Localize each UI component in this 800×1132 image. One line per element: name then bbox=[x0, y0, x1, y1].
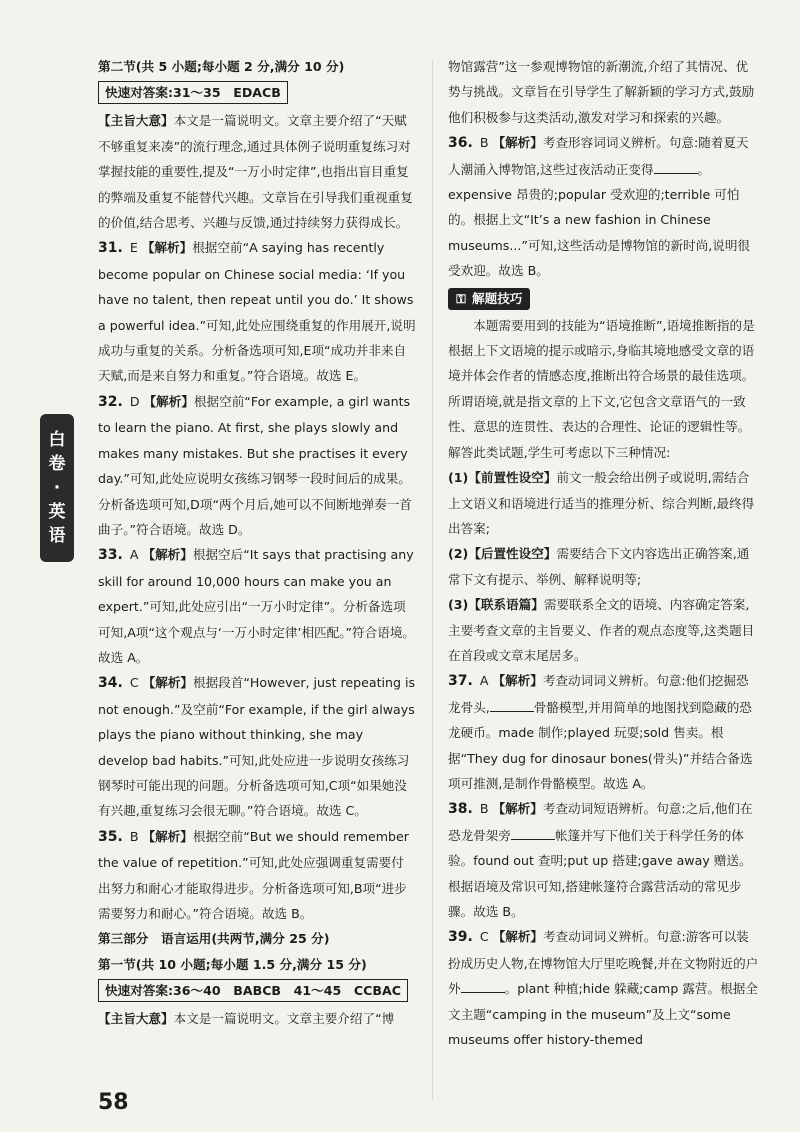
item-number: 33. bbox=[98, 547, 123, 564]
answer-blank bbox=[490, 697, 534, 712]
item-number: 38. bbox=[448, 801, 473, 818]
item-tag: 【解析】 bbox=[492, 929, 544, 945]
item-number: 34. bbox=[98, 675, 123, 692]
item-explanation: 骨骼模型,并用简单的地图找到隐藏的恐龙硬币。made 制作;played 玩耍;sold 售卖。根据“They dug for dinosaur bones(骨头)”并结合备选项可推测,是制作骨骼模型。故选 A。 bbox=[448, 699, 753, 791]
item-tag: 【解析】 bbox=[492, 801, 543, 817]
item-answer: C bbox=[129, 675, 139, 691]
answer-item bbox=[448, 130, 760, 283]
item-explanation: 考查动词词义辨析。句意:游客可以装扮成历史人物,在博物馆大厅里吃晚餐,并在文物附近的户外 bbox=[448, 929, 759, 997]
item-explanation: 。plant 种植;hide 躲藏;camp 露营。根据全文主题“camping in the museum”及上文“some museums offer history-themed bbox=[448, 981, 758, 1048]
tip-title: 解题技巧 bbox=[472, 290, 523, 306]
item-tag: 【解析】 bbox=[143, 393, 194, 409]
tip-point bbox=[448, 465, 760, 541]
tip-body: 本题需要用到的技能为“语境推断”,语境推断指的是根据上下文语境的提示或暗示,身临其境地感受文章的语境并体会作者的情感态度,推断出符合场景的最佳选项。所谓语境,就是指文章的上下文,它包含文章语气的一致性、意思的连贯性、表达的合理性、论证的逻辑性等。解答此类试题,学生可考虑以下三种情况: bbox=[448, 317, 755, 460]
item-answer: A bbox=[479, 673, 489, 689]
answer-item bbox=[448, 668, 760, 796]
side-tab-char: 英 bbox=[48, 502, 66, 522]
item-explanation: 根据空前“For example, a girl wants to learn the piano. At first, she plays slowly and makes many mistakes. But she practises it every day.”可知,此处应说明女孩练习钢琴一段时间后的成果。分析备选项可知,D项“两个月后,她可以不间断地弹奏一首曲子。”符合语境。故选 D。 bbox=[98, 393, 412, 537]
page-number: 58 bbox=[98, 1090, 129, 1115]
answer-item bbox=[98, 542, 416, 670]
item-explanation: 考查动词词义辨析。句意:他们挖掘恐龙骨头, bbox=[448, 673, 749, 715]
item-number: 31. bbox=[98, 240, 123, 257]
item-answer: B bbox=[479, 801, 489, 817]
item-explanation: 根据段首“However, just repeating is not enough.”及空前“For example, if the girl always plays the piano without thinking, she may develop bad habits.”可知,此处应进一步说明女孩练习钢琴时可能出现的问题。分析备选项可知,C项“如果她没有兴趣,重复练习会很无聊。”符合语境。故选 C。 bbox=[98, 675, 416, 819]
item-number: 37. bbox=[448, 673, 473, 690]
summary-paragraph bbox=[98, 108, 416, 235]
tip-point-label: (1)【前置性设空】 bbox=[448, 470, 557, 486]
tip-point-label: (3)【联系语篇】 bbox=[448, 597, 544, 613]
continued-summary: 物馆露营”这一参观博物馆的新潮流,介绍了其情况、优势与挑战。文章旨在引导学生了解新颖的学习方式,鼓励他们积极参与这类活动,激发对学习和探索的兴趣。 bbox=[448, 59, 755, 125]
tip-point bbox=[448, 541, 760, 592]
quick-answer-box: 快速对答案:31～35 EDACB bbox=[98, 81, 288, 104]
item-number: 32. bbox=[98, 393, 123, 410]
item-answer: C bbox=[479, 929, 489, 945]
tip-point-text: 前文一般会给出例子或说明,需结合上文语义和语境进行适当的推理分析、综合判断,最终得出答案; bbox=[448, 470, 755, 536]
item-tag: 【解析】 bbox=[492, 135, 543, 151]
item-number: 36. bbox=[448, 135, 473, 152]
item-answer: A bbox=[129, 547, 139, 563]
tip-title-badge bbox=[448, 288, 530, 310]
item-tag: 【解析】 bbox=[492, 673, 543, 689]
item-tag: 【解析】 bbox=[141, 240, 193, 256]
answer-item bbox=[98, 824, 416, 927]
item-explanation: 根据空前“But we should remember the value of repetition.”可知,此处应强调重复需要付出努力和耐心才能取得进步。分析备选项可知,B项“进步需要努力和耐心。”符合语境。故选 B。 bbox=[98, 828, 409, 921]
answer-blank bbox=[654, 159, 698, 174]
item-tag: 【解析】 bbox=[142, 547, 193, 563]
side-tab-char: · bbox=[53, 478, 61, 498]
summary-tag: 【主旨大意】 bbox=[98, 1011, 174, 1027]
right-column bbox=[448, 54, 760, 1052]
item-explanation: 。expensive 昂贵的;popular 受欢迎的;terrible 可怕的。根据上文“It’s a new fashion in Chinese museums...”可知,这些活动是博物馆的新时尚,说明很受欢迎。故选 B。 bbox=[448, 161, 751, 279]
item-answer: B bbox=[479, 135, 489, 151]
side-tab-char: 卷 bbox=[48, 454, 66, 474]
item-answer: B bbox=[129, 828, 139, 844]
item-number: 39. bbox=[448, 929, 473, 946]
answer-blank bbox=[511, 825, 555, 840]
item-explanation: 考查形容词词义辨析。句意:随着夏天人潮涌入博物馆,这些过夜活动正变得 bbox=[448, 135, 749, 177]
summary-paragraph bbox=[98, 1006, 416, 1031]
answer-item bbox=[98, 235, 416, 388]
tip-point-label: (2)【后置性设空】 bbox=[448, 546, 557, 562]
item-tag: 【解析】 bbox=[142, 828, 193, 844]
tip-point-text: 需要联系全文的语境、内容确定答案,主要考查文章的主旨要义、作者的观点态度等,这类题目在首段或文章末尾居多。 bbox=[448, 597, 755, 663]
side-tab bbox=[40, 414, 74, 562]
section1-title: 第一节(共 10 小题;每小题 1.5 分,满分 15 分) bbox=[98, 956, 367, 972]
answer-item bbox=[98, 670, 416, 823]
left-column bbox=[98, 54, 416, 1032]
summary-text: 本文是一篇说明文。文章主要介绍了“博 bbox=[173, 1011, 395, 1027]
key-icon: ⚿ bbox=[456, 290, 466, 306]
part3-title: 第三部分 语言运用(共两节,满分 25 分) bbox=[98, 931, 330, 947]
item-answer: E bbox=[129, 240, 138, 256]
item-explanation: 考查动词短语辨析。句意:之后,他们在恐龙骨架旁 bbox=[448, 801, 753, 843]
item-explanation: 帐篷并写下他们关于科学任务的体验。found out 查明;put up 搭建;gave away 赠送。根据语境及常识可知,搭建帐篷符合露营活动的常见步骤。故选 B。 bbox=[448, 827, 752, 919]
item-tag: 【解析】 bbox=[142, 675, 194, 691]
item-explanation: 根据空前“A saying has recently become popular on Chinese social media: ‘If you have no talent, then repeat until you do.’ It shows a powerful idea.”可知,此处应围绕重复的作用展开,说明成功与重复的关系。分析备选项可知,E项“成功并非来自天赋,而是来自努力和重复。”符合语境。故选 E。 bbox=[98, 240, 416, 384]
item-explanation: 根据空后“It says that practising any skill for around 10,000 hours can make you an expert.”可知,此处应引出“一万小时定律”。分析备选项可知,A项“这个观点与‘一万小时定律’相匹配。”符合语境。故选 A。 bbox=[98, 547, 416, 665]
side-tab-char: 语 bbox=[48, 526, 66, 546]
answer-item bbox=[448, 924, 760, 1052]
answer-item bbox=[448, 796, 760, 924]
answer-item bbox=[98, 389, 416, 542]
answer-blank bbox=[461, 978, 505, 993]
tip-point-text: 需要结合下文内容选出正确答案,通常下文有提示、举例、解释说明等; bbox=[448, 546, 750, 587]
tip-point bbox=[448, 592, 760, 668]
column-divider bbox=[432, 60, 433, 1100]
quick-answer-box: 快速对答案:36～40 BABCB 41～45 CCBAC bbox=[98, 979, 408, 1002]
summary-text: 本文是一篇说明文。文章主要介绍了“天赋不够重复来凑”的流行理念,通过具体例子说明重复练习对掌握技能的重要性,提及“一万小时定律”,也指出盲目重复的弊端及重复不能替代兴趣。文章旨在引导我们重视重复的价值,结合思考、兴趣与反馈,通过持续努力获得成长。 bbox=[98, 113, 413, 231]
item-number: 35. bbox=[98, 828, 123, 845]
item-answer: D bbox=[129, 393, 140, 409]
section2-title: 第二节(共 5 小题;每小题 2 分,满分 10 分) bbox=[98, 59, 345, 74]
side-tab-char: 白 bbox=[48, 430, 66, 450]
summary-tag: 【主旨大意】 bbox=[98, 113, 174, 129]
